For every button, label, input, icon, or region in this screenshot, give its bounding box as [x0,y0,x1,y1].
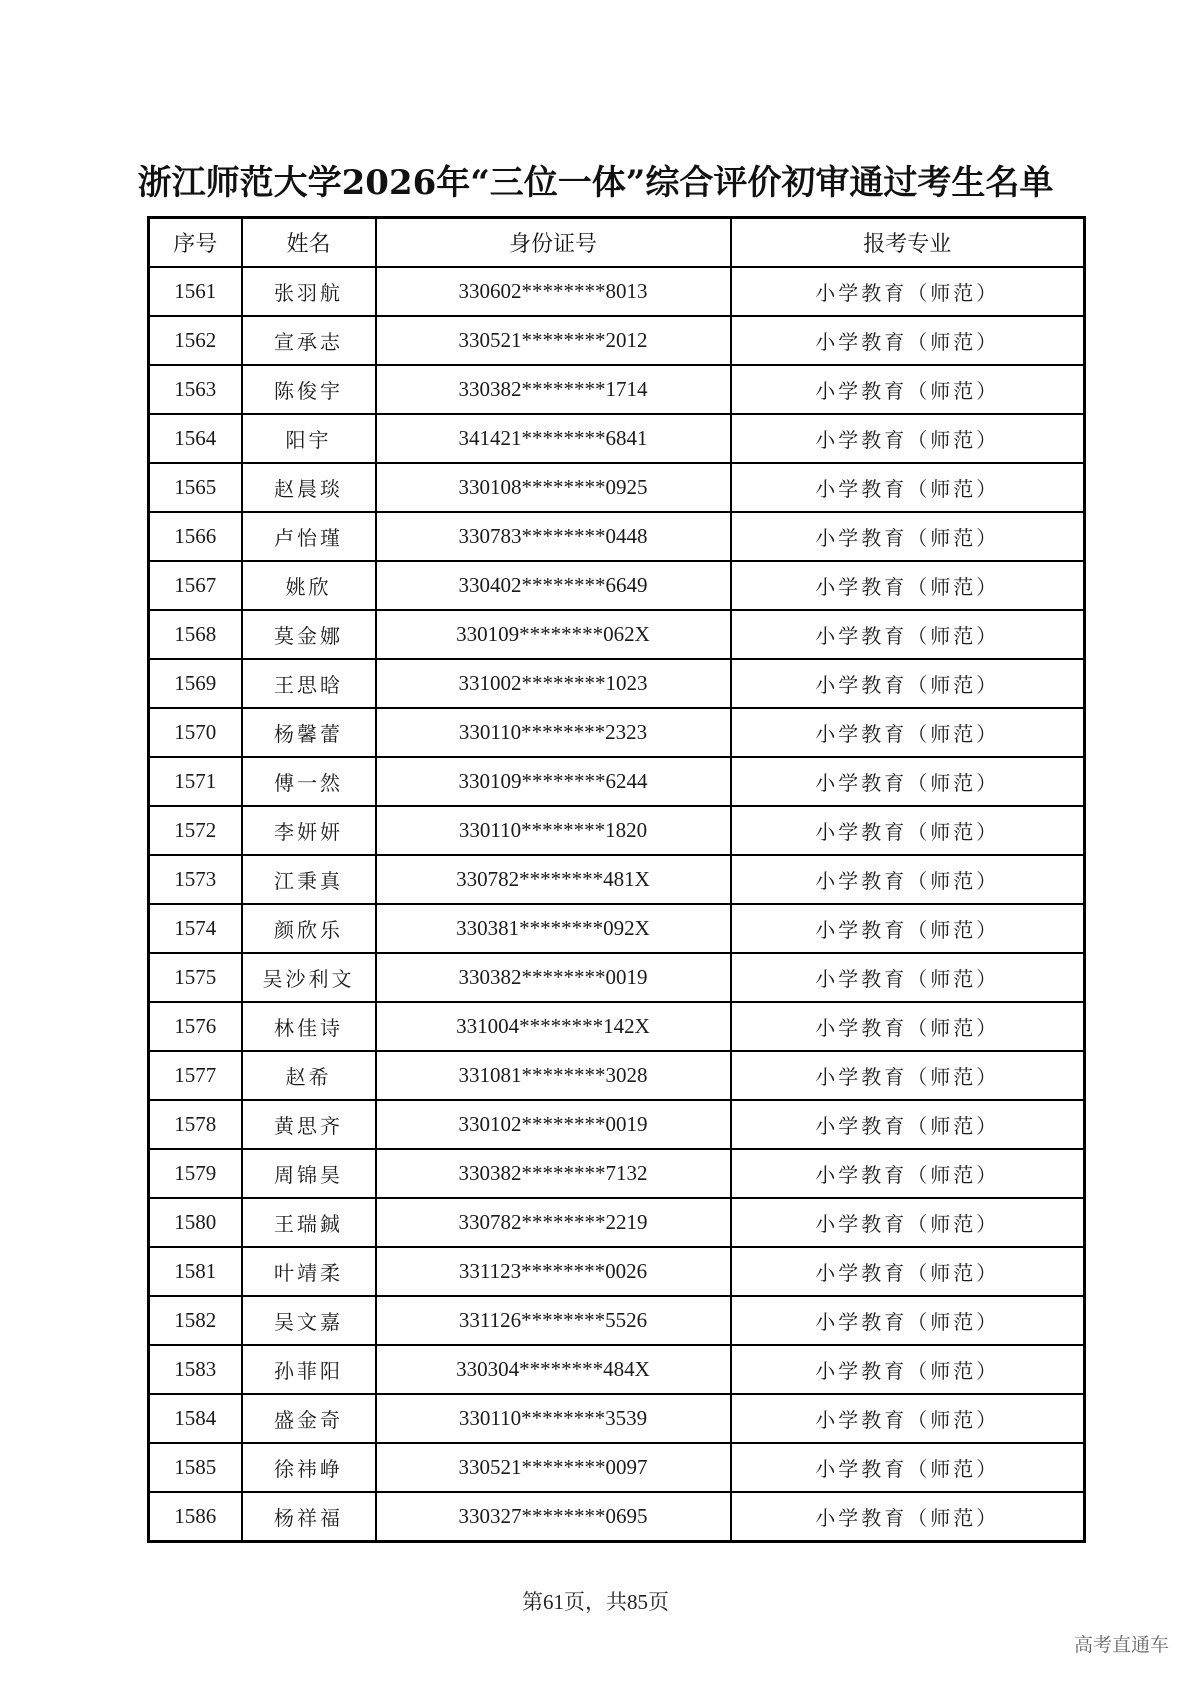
cell-id-number: 330381********092X [376,904,731,953]
cell-seq: 1580 [149,1198,242,1247]
cell-id-number: 331004********142X [376,1002,731,1051]
cell-major: 小学教育（师范） [731,365,1085,414]
column-header-name: 姓名 [242,218,376,268]
cell-major: 小学教育（师范） [731,757,1085,806]
table-row [149,1394,1085,1443]
cell-seq: 1569 [149,659,242,708]
cell-seq: 1573 [149,855,242,904]
cell-id-number: 330602********8013 [376,267,731,316]
table-body [149,267,1085,1542]
cell-major: 小学教育（师范） [731,1198,1085,1247]
table-row [149,757,1085,806]
page-number: 第61页，共85页 [522,1590,669,1614]
cell-major: 小学教育（师范） [731,316,1085,365]
cell-id-number: 330327********0695 [376,1492,731,1542]
cell-name: 杨馨蕾 [242,708,376,757]
cell-major: 小学教育（师范） [731,806,1085,855]
table-row [149,659,1085,708]
cell-major: 小学教育（师范） [731,610,1085,659]
cell-major: 小学教育（师范） [731,1394,1085,1443]
table-row [149,708,1085,757]
cell-major: 小学教育（师范） [731,708,1085,757]
table-row [149,855,1085,904]
document-title: 浙江师范大学2026年“三位一体”综合评价初审通过考生名单 [137,163,1054,203]
cell-seq: 1586 [149,1492,242,1542]
table-row [149,1002,1085,1051]
table-row [149,1100,1085,1149]
cell-name: 莫金娜 [242,610,376,659]
cell-name: 姚欣 [242,561,376,610]
table-header-row [149,218,1085,268]
cell-seq: 1576 [149,1002,242,1051]
cell-name: 吴文嘉 [242,1296,376,1345]
table-row [149,1345,1085,1394]
cell-major: 小学教育（师范） [731,1100,1085,1149]
cell-id-number: 330110********1820 [376,806,731,855]
cell-name: 徐祎峥 [242,1443,376,1492]
cell-major: 小学教育（师范） [731,561,1085,610]
cell-seq: 1574 [149,904,242,953]
cell-id-number: 330108********0925 [376,463,731,512]
cell-major: 小学教育（师范） [731,1492,1085,1542]
cell-id-number: 330110********3539 [376,1394,731,1443]
cell-major: 小学教育（师范） [731,414,1085,463]
cell-seq: 1572 [149,806,242,855]
cell-seq: 1568 [149,610,242,659]
cell-seq: 1563 [149,365,242,414]
cell-major: 小学教育（师范） [731,659,1085,708]
table-row [149,267,1085,316]
table-row [149,1296,1085,1345]
cell-name: 阳宇 [242,414,376,463]
cell-name: 颜欣乐 [242,904,376,953]
cell-seq: 1579 [149,1149,242,1198]
cell-major: 小学教育（师范） [731,953,1085,1002]
cell-seq: 1566 [149,512,242,561]
cell-major: 小学教育（师范） [731,1247,1085,1296]
cell-seq: 1565 [149,463,242,512]
cell-major: 小学教育（师范） [731,1149,1085,1198]
cell-name: 卢怡瑾 [242,512,376,561]
cell-name: 李妍妍 [242,806,376,855]
column-header-id: 身份证号 [376,218,731,268]
cell-major: 小学教育（师范） [731,1002,1085,1051]
table-row [149,463,1085,512]
cell-id-number: 331123********0026 [376,1247,731,1296]
cell-name: 赵希 [242,1051,376,1100]
cell-name: 陈俊宇 [242,365,376,414]
cell-name: 宣承志 [242,316,376,365]
cell-major: 小学教育（师范） [731,904,1085,953]
table-row [149,1051,1085,1100]
candidate-table [147,216,1086,1543]
cell-name: 黄思齐 [242,1100,376,1149]
cell-id-number: 330783********0448 [376,512,731,561]
cell-major: 小学教育（师范） [731,855,1085,904]
cell-id-number: 341421********6841 [376,414,731,463]
cell-seq: 1562 [149,316,242,365]
cell-name: 叶靖柔 [242,1247,376,1296]
cell-id-number: 330382********7132 [376,1149,731,1198]
cell-id-number: 330402********6649 [376,561,731,610]
cell-major: 小学教育（师范） [731,1345,1085,1394]
table-row [149,1149,1085,1198]
cell-seq: 1577 [149,1051,242,1100]
cell-id-number: 331002********1023 [376,659,731,708]
cell-name: 吴沙利文 [242,953,376,1002]
cell-major: 小学教育（师范） [731,267,1085,316]
cell-seq: 1581 [149,1247,242,1296]
table-row [149,1443,1085,1492]
cell-major: 小学教育（师范） [731,512,1085,561]
cell-seq: 1578 [149,1100,242,1149]
cell-seq: 1584 [149,1394,242,1443]
cell-seq: 1585 [149,1443,242,1492]
cell-seq: 1571 [149,757,242,806]
column-header-major: 报考专业 [731,218,1085,268]
cell-major: 小学教育（师范） [731,463,1085,512]
table-row [149,1492,1085,1542]
cell-seq: 1583 [149,1345,242,1394]
cell-id-number: 330304********484X [376,1345,731,1394]
cell-name: 江秉真 [242,855,376,904]
cell-id-number: 330382********1714 [376,365,731,414]
cell-major: 小学教育（师范） [731,1296,1085,1345]
column-header-seq: 序号 [149,218,242,268]
table-row [149,365,1085,414]
cell-id-number: 330382********0019 [376,953,731,1002]
cell-major: 小学教育（师范） [731,1051,1085,1100]
cell-name: 孙菲阳 [242,1345,376,1394]
cell-major: 小学教育（师范） [731,1443,1085,1492]
cell-id-number: 330782********2219 [376,1198,731,1247]
table-row [149,512,1085,561]
cell-id-number: 330782********481X [376,855,731,904]
cell-id-number: 331081********3028 [376,1051,731,1100]
cell-name: 周锦昊 [242,1149,376,1198]
cell-id-number: 330521********0097 [376,1443,731,1492]
cell-name: 盛金奇 [242,1394,376,1443]
table-row [149,610,1085,659]
table-row [149,1198,1085,1247]
table-row [149,904,1085,953]
cell-name: 杨祥福 [242,1492,376,1542]
cell-seq: 1570 [149,708,242,757]
table-row [149,1247,1085,1296]
cell-seq: 1561 [149,267,242,316]
cell-name: 赵晨琰 [242,463,376,512]
table-row [149,316,1085,365]
table-row [149,953,1085,1002]
cell-name: 王思晗 [242,659,376,708]
cell-name: 林佳诗 [242,1002,376,1051]
cell-seq: 1575 [149,953,242,1002]
table-row [149,561,1085,610]
cell-name: 傅一然 [242,757,376,806]
cell-name: 王瑞鋮 [242,1198,376,1247]
cell-id-number: 330102********0019 [376,1100,731,1149]
table-row [149,806,1085,855]
table-row [149,414,1085,463]
cell-id-number: 330109********062X [376,610,731,659]
cell-id-number: 331126********5526 [376,1296,731,1345]
cell-id-number: 330521********2012 [376,316,731,365]
cell-id-number: 330109********6244 [376,757,731,806]
cell-seq: 1567 [149,561,242,610]
watermark: 高考直通车 [1073,1634,1169,1656]
cell-seq: 1582 [149,1296,242,1345]
cell-name: 张羽航 [242,267,376,316]
cell-id-number: 330110********2323 [376,708,731,757]
cell-seq: 1564 [149,414,242,463]
